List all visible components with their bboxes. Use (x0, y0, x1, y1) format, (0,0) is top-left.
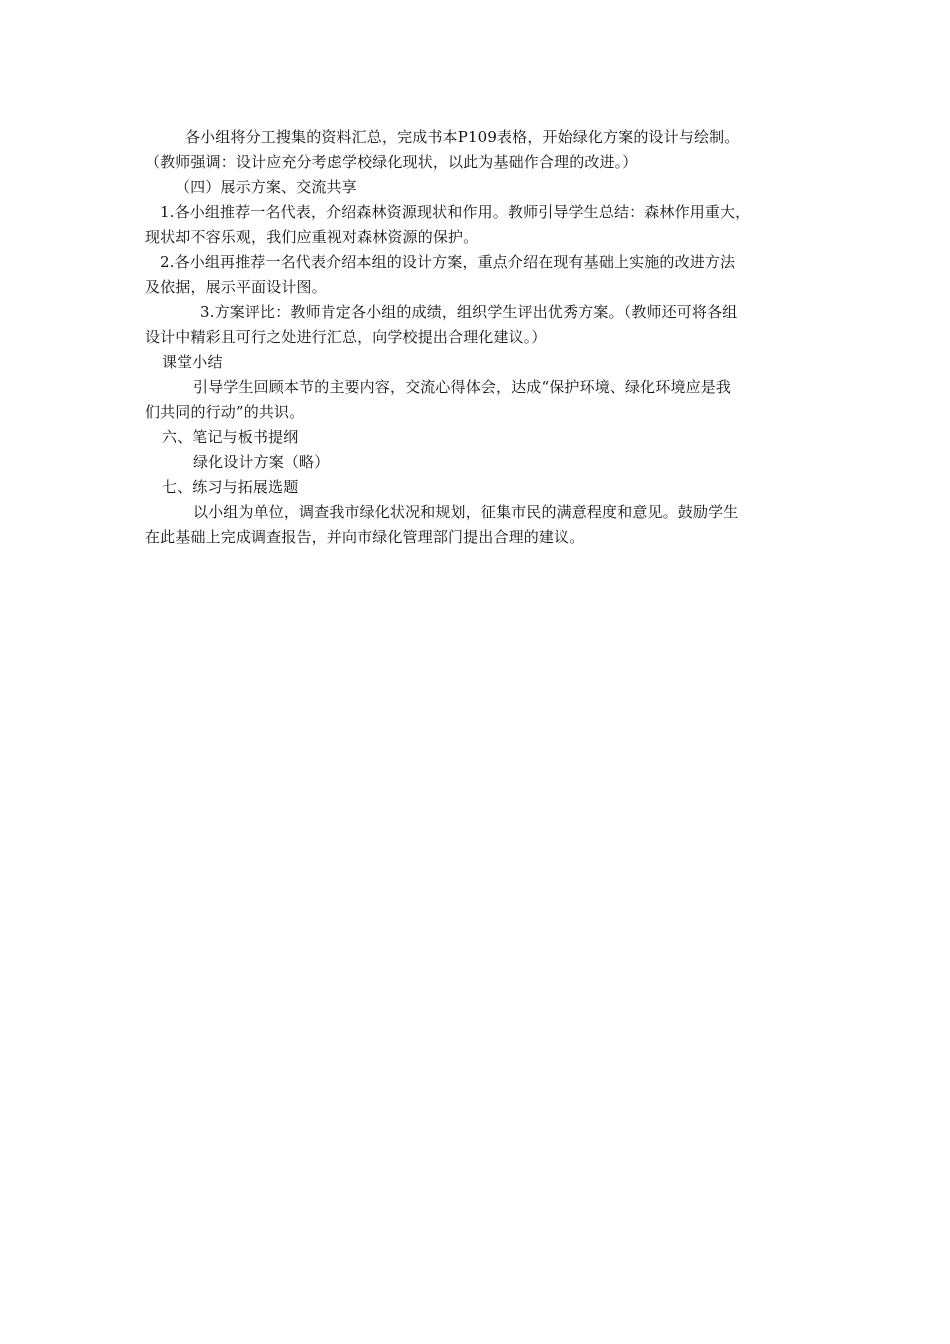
paragraph-line-2: （教师强调：设计应充分考虑学校绿化现状，以此为基础作合理的改进。） (145, 153, 638, 171)
section-heading-4: （四）展示方案、交流共享 (175, 178, 357, 196)
paragraph-line-1: 各小组将分工搜集的资料汇总，完成书本P109表格，开始绿化方案的设计与绘制。 (185, 128, 740, 146)
notes-content: 绿化设计方案（略） (193, 453, 330, 471)
paragraph-line-12: 们共同的行动”的共识。 (145, 403, 305, 421)
paragraph-line-6: 2.各小组再推荐一名代表介绍本组的设计方案，重点介绍在现有基础上实施的改进方法 (160, 253, 736, 271)
paragraph-line-11: 引导学生回顾本节的主要内容，交流心得体会，达成“保护环境、绿化环境应是我 (193, 378, 732, 396)
paragraph-line-9: 设计中精彩且可行之处进行汇总，向学校提出合理化建议。） (145, 328, 547, 346)
paragraph-line-17: 在此基础上完成调查报告，并向市绿化管理部门提出合理的建议。 (145, 528, 585, 546)
class-summary-heading: 课堂小结 (162, 353, 223, 371)
paragraph-line-5: 现状却不容乐观，我们应重视对森林资源的保护。 (145, 228, 479, 246)
exercise-heading: 七、练习与拓展选题 (162, 478, 299, 496)
paragraph-line-7: 及依据，展示平面设计图。 (145, 278, 327, 296)
notes-heading: 六、笔记与板书提纲 (162, 428, 299, 446)
paragraph-line-4: 1.各小组推荐一名代表，介绍森林资源现状和作用。教师引导学生总结：森林作用重大， (160, 203, 751, 221)
paragraph-line-16: 以小组为单位，调查我市绿化状况和规划，征集市民的满意程度和意见。鼓励学生 (193, 503, 739, 521)
paragraph-line-8: 3.方案评比：教师肯定各小组的成绩，组织学生评出优秀方案。（教师还可将各组 (200, 303, 738, 321)
